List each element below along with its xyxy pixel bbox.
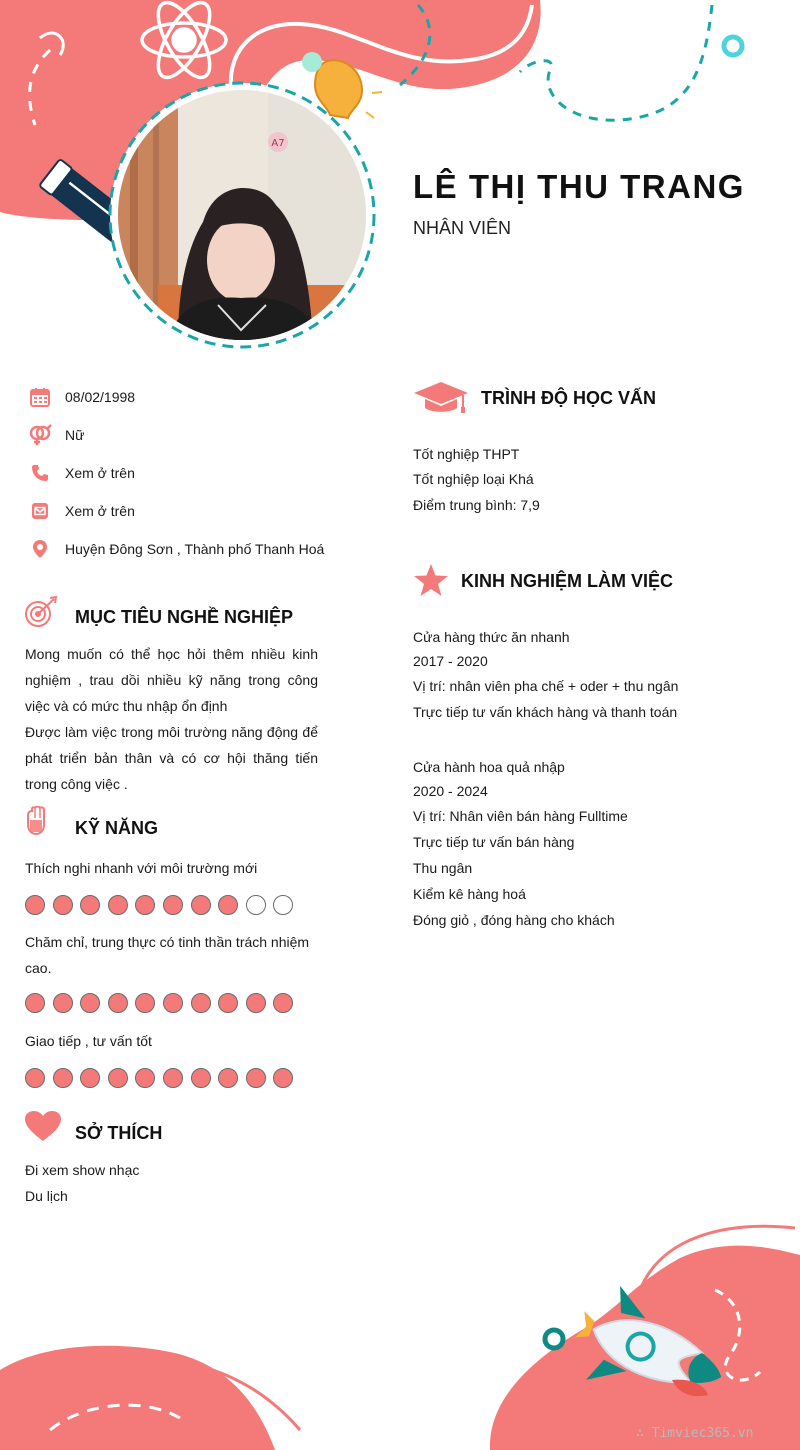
email-icon — [28, 499, 52, 523]
rating-dot-filled — [191, 895, 211, 915]
rating-dot-filled — [108, 1068, 128, 1088]
fist-icon — [24, 806, 48, 838]
education-school: Tốt nghiệp THPT — [413, 446, 520, 462]
rating-dot-filled — [53, 993, 73, 1013]
rating-dot-filled — [163, 1068, 183, 1088]
info-email — [28, 499, 135, 523]
phone-value: Xem ở trên — [65, 465, 135, 481]
rating-dot-filled — [163, 993, 183, 1013]
job-1-detail-2: Trực tiếp tư vấn khách hàng và thanh toán — [413, 704, 678, 720]
info-address — [28, 537, 325, 561]
objective-title: MỤC TIÊU NGHỀ NGHIỆP — [75, 607, 294, 627]
rating-dot-filled — [191, 1068, 211, 1088]
teal-ring — [724, 37, 742, 55]
heart-icon — [24, 1110, 62, 1142]
address-value: Huyện Đông Sơn , Thành phố Thanh Hoá — [65, 541, 325, 557]
info-birthday — [28, 385, 136, 409]
profile-photo — [118, 90, 366, 340]
info-phone — [28, 461, 135, 485]
skill-label-1: Thích nghi nhanh với môi trường mới — [25, 860, 258, 876]
job-2-detail-5: Đóng giỏ , đóng hàng cho khách — [413, 912, 615, 928]
objective-line-2: Được làm việc trong môi trường năng động để phát triển bản thân và có cơ hội thăng tiến trong công việc . — [25, 724, 318, 792]
skill-rating-3 — [25, 1068, 301, 1088]
rating-dot-filled — [25, 895, 45, 915]
rating-dot-filled — [163, 895, 183, 915]
teal-dashed-path — [520, 5, 712, 120]
rating-dot-filled — [246, 1068, 266, 1088]
info-gender — [28, 423, 85, 447]
job-2-detail-4: Kiểm kê hàng hoá — [413, 886, 526, 902]
skill-rating-2 — [25, 993, 301, 1013]
rating-dot-filled — [25, 1068, 45, 1088]
job-2-company: Cửa hành hoa quả nhập — [413, 759, 565, 775]
rating-dot-empty — [273, 895, 293, 915]
hobby-item-2: Du lịch — [25, 1188, 68, 1204]
hobbies-title: SỞ THÍCH — [75, 1123, 163, 1143]
rating-dot-filled — [53, 895, 73, 915]
objective-text — [25, 641, 318, 797]
job-1-company: Cửa hàng thức ăn nhanh — [413, 629, 570, 645]
rating-dot-filled — [135, 1068, 155, 1088]
objective-line-1: Mong muốn có thể học hỏi thêm nhiều kinh nghiệm , trau dồi nhiều kỹ năng trong công việc và có mức thu nhập ổn định — [25, 646, 318, 714]
birthday-value: 08/02/1998 — [65, 389, 136, 405]
experience-title: KINH NGHIỆM LÀM VIỆC — [461, 571, 674, 591]
job-1-period: 2017 - 2020 — [413, 653, 488, 669]
rating-dot-filled — [25, 993, 45, 1013]
rating-dot-filled — [218, 1068, 238, 1088]
skills-title: KỸ NĂNG — [75, 818, 159, 838]
job-2-detail-3: Thu ngân — [413, 860, 473, 876]
rating-dot-filled — [135, 895, 155, 915]
education-grade: Tốt nghiệp loại Khá — [413, 471, 534, 487]
watermark[interactable]: ∴ Timviec365.vn — [636, 1426, 754, 1441]
bottom-left-blob — [0, 1346, 275, 1450]
education-title: TRÌNH ĐỘ HỌC VẤN — [481, 388, 656, 408]
rating-dot-filled — [53, 1068, 73, 1088]
skill-rating-1 — [25, 895, 301, 915]
rating-dot-filled — [80, 1068, 100, 1088]
gender-value: Nữ — [65, 427, 85, 443]
rating-dot-filled — [273, 993, 293, 1013]
photo-badge: A7 — [271, 138, 285, 149]
skill-label-2: Chăm chỉ, trung thực có tinh thần trách nhiệm cao. — [25, 934, 310, 976]
education-gpa: Điểm trung bình: 7,9 — [413, 497, 540, 513]
rating-dot-filled — [108, 993, 128, 1013]
job-2-detail-1: Vị trí: Nhân viên bán hàng Fulltime — [413, 808, 628, 824]
teal-ring-bottom — [545, 1330, 563, 1348]
job-1-detail-1: Vị trí: nhân viên pha chế + oder + thu ngân — [413, 678, 679, 694]
rating-dot-filled — [218, 993, 238, 1013]
job-2-period: 2020 - 2024 — [413, 783, 488, 799]
candidate-position: NHÂN VIÊN — [413, 218, 512, 238]
skill-label-3: Giao tiếp , tư vấn tốt — [25, 1033, 152, 1049]
email-value: Xem ở trên — [65, 503, 135, 519]
graduation-cap-icon — [413, 380, 469, 414]
rating-dot-empty — [246, 895, 266, 915]
rating-dot-filled — [80, 993, 100, 1013]
job-2-detail-2: Trực tiếp tư vấn bán hàng — [413, 834, 575, 850]
gender-icon — [28, 423, 52, 447]
rating-dot-filled — [108, 895, 128, 915]
calendar-icon — [28, 385, 52, 409]
hobby-item-1: Đi xem show nhạc — [25, 1162, 140, 1178]
star-icon — [413, 563, 449, 597]
rating-dot-filled — [246, 993, 266, 1013]
location-pin-icon — [28, 537, 52, 561]
rating-dot-filled — [191, 993, 211, 1013]
candidate-name: LÊ THỊ THU TRANG — [413, 168, 745, 205]
rating-dot-filled — [218, 895, 238, 915]
phone-icon — [28, 461, 52, 485]
target-icon — [24, 596, 58, 628]
rating-dot-filled — [80, 895, 100, 915]
rating-dot-filled — [135, 993, 155, 1013]
rating-dot-filled — [273, 1068, 293, 1088]
